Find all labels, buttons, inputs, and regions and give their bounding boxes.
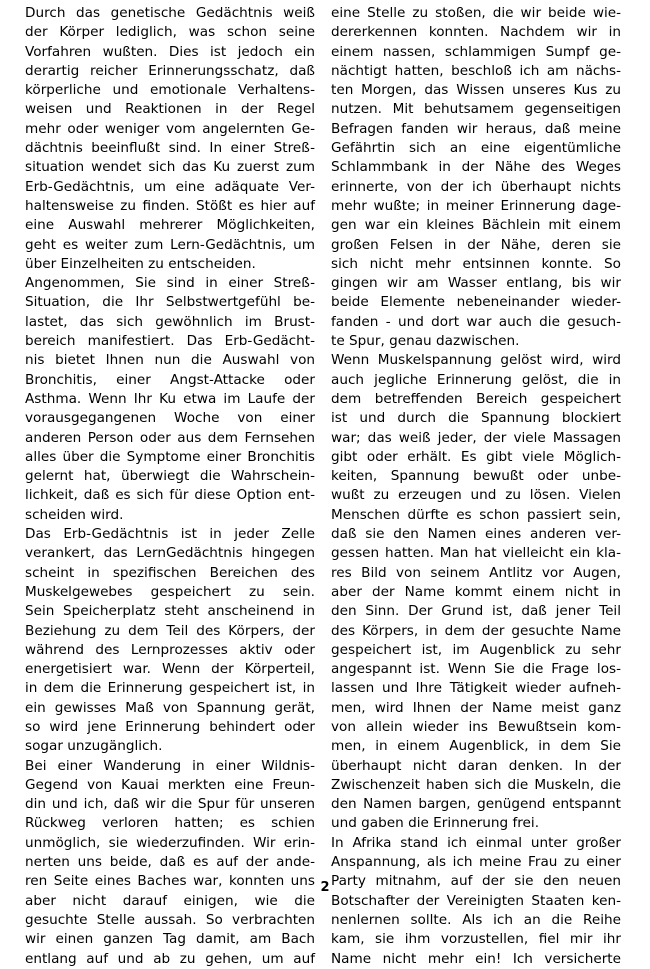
- text-line: Anspannung, als ich meine Frau zu einer: [331, 854, 621, 871]
- text-line: keiten, Spannung bewußt oder unbe-: [331, 468, 621, 485]
- text-line: in dem die Erinnerung gespeichert ist, in: [25, 680, 315, 697]
- text-line: nerten uns beide, daß es auf der ande-: [25, 854, 315, 871]
- text-line: der Körper lediglich, was schon seine: [25, 24, 315, 41]
- text-line: dem betreffenden Bereich gespeichert: [331, 390, 621, 407]
- text-line: Asthma. Wenn Ihr Ku etwa im Laufe der: [25, 390, 315, 407]
- text-line: situation wendet sich das Ku zuerst zum: [25, 159, 315, 176]
- text-line: so wird jene Erinnerung behindert oder: [25, 718, 315, 735]
- text-line: Situation, die Ihr Selbstwertgefühl be-: [25, 294, 315, 311]
- text-line: war; das weiß jeder, der viele Massagen: [331, 429, 621, 446]
- text-line: In Afrika stand ich einmal unter großer: [331, 834, 621, 851]
- right-column: [331, 4, 621, 969]
- paragraph: [331, 834, 621, 969]
- text-line: über Einzelheiten zu entscheiden.: [25, 255, 256, 272]
- text-line: te Spur, genau dazwischen.: [331, 333, 520, 350]
- text-line: von allein wieder ins Bewußtsein kom-: [331, 718, 621, 735]
- text-line: dächtnis beeinflußt sind. In einer Streß-: [25, 140, 315, 157]
- text-line: lichkeit, daß es sich für diese Option ent-: [25, 487, 315, 504]
- text-line: gespeichert ist, im Augenblick zu sehr: [331, 641, 621, 658]
- text-line: Name nicht mehr ein! Ich versicherte: [331, 950, 621, 967]
- text-line: körperliche und emotionale Verhaltens-: [25, 82, 315, 99]
- text-line: gesuchte Stelle aussah. So verbrachten: [25, 911, 315, 928]
- text-line: gessen hatten. Man hat vielleicht ein kla-: [331, 545, 621, 562]
- text-line: scheint in spezifischen Bereichen des: [25, 564, 315, 581]
- text-line: den Sinn. Der Grund ist, daß jener Teil: [331, 603, 621, 620]
- page-number: 2: [320, 880, 330, 895]
- text-line: mehr wußte; in meiner Erinnerung dage-: [331, 197, 621, 214]
- text-line: beide Elemente nebeneinander wieder-: [331, 294, 621, 311]
- text-line: lassen und Ihre Tätigkeit wieder aufneh-: [331, 680, 621, 697]
- text-line: vorausgegangenen Woche von einer: [25, 410, 315, 427]
- text-line: sich nicht mehr entsinnen konnte. So: [331, 255, 621, 272]
- text-line: und gaben die Erinnerung frei.: [331, 815, 540, 832]
- text-line: scheiden wird.: [25, 506, 124, 523]
- text-line: Angenommen, Sie sind in einer Streß-: [25, 275, 315, 292]
- text-line: Wenn Muskelspannung gelöst wird, wird: [331, 352, 621, 369]
- text-line: kam, sie ihm vorzustellen, fiel mir ihr: [331, 931, 621, 948]
- text-line: ein gewisses Maß von Spannung gerät,: [25, 699, 315, 716]
- text-line: gibt oder erhält. Es gibt viele Möglich-: [331, 448, 621, 465]
- text-line: Party mitnahm, auf der sie den neuen: [331, 873, 621, 890]
- text-line: Zwischenzeit haben sich die Muskeln, die: [331, 776, 621, 793]
- text-line: sogar unzugänglich.: [25, 738, 163, 755]
- text-line: fanden - und dort war auch die gesuch-: [331, 313, 621, 330]
- text-line: men, in einem Augenblick, in dem Sie: [331, 738, 621, 755]
- text-line: gelernt hat, überwiegt die Wahrschein-: [25, 468, 315, 485]
- text-line: eine Auswahl mehrerer Möglichkeiten,: [25, 217, 315, 234]
- text-line: Gefährtin sich an eine eigentümliche: [331, 140, 621, 157]
- paragraph: [331, 4, 621, 351]
- text-line: erinnerte, von der ich überhaupt nichts: [331, 178, 621, 195]
- text-line: auch jegliche Erinnerung gelöst, die in: [331, 371, 621, 388]
- text-line: Rückweg verloren hatten; es schien: [25, 815, 315, 832]
- text-line: lastet, das sich gewöhnlich im Brust-: [25, 313, 315, 330]
- text-line: men, wird Ihnen der Name meist ganz: [331, 699, 621, 716]
- text-line: nenlernen sollte. Als ich an die Reihe: [331, 911, 621, 928]
- text-line: eine Stelle zu stoßen, die wir beide wie-: [331, 5, 621, 21]
- text-line: ren Seite eines Baches war, konnten uns: [25, 873, 315, 890]
- text-line: des Körpers, in dem der gesuchte Name: [331, 622, 621, 639]
- text-line: anderen Person oder aus dem Fernsehen: [25, 429, 315, 446]
- text-line: Menschen dürfte es schon passiert sein,: [331, 506, 621, 523]
- text-line: Bei einer Wanderung in einer Wildnis-: [25, 757, 315, 774]
- text-line: Vorfahren wußten. Dies ist jedoch ein: [25, 43, 315, 60]
- paragraph: [331, 351, 621, 833]
- paragraph: [25, 757, 315, 969]
- text-line: großen Felsen in der Nähe, deren sie: [331, 236, 621, 253]
- text-line: Bronchitis, einer Angst-Attacke oder: [25, 371, 315, 388]
- text-line: nis bietet Ihnen nun die Auswahl von: [25, 352, 315, 369]
- paragraph: [25, 525, 315, 757]
- text-line: Sein Speicherplatz steht anscheinend in: [25, 603, 315, 620]
- text-line: Das Erb-Gedächtnis ist in jeder Zelle: [25, 526, 315, 543]
- text-line: Beziehung zu dem Teil des Körpers, der: [25, 622, 315, 639]
- text-line: ten Morgen, das Wissen unseres Kus zu: [331, 82, 621, 99]
- text-line: Befragen fanden wir heraus, daß meine: [331, 120, 621, 137]
- paragraph: [25, 274, 315, 525]
- text-line: wußt zu erzeugen und zu lösen. Vielen: [331, 487, 621, 504]
- text-line: unmöglich, sie wiederzufinden. Wir erin-: [25, 834, 315, 851]
- text-line: wir einen ganzen Tag damit, am Bach: [25, 931, 315, 948]
- text-line: aber der Name kommt einem nicht in: [331, 583, 621, 600]
- text-line: mehr oder weniger vom angelernten Ge-: [25, 120, 315, 137]
- text-line: ist und durch die Spannung blockiert: [331, 410, 621, 427]
- text-line: res Bild von seinem Antlitz vor Augen,: [331, 564, 621, 581]
- text-line: gen war ein kleines Bächlein mit einem: [331, 217, 621, 234]
- text-line: Erb-Gedächtnis, um eine adäquate Ver-: [25, 178, 315, 195]
- text-line: Muskelgewebes gespeichert zu sein.: [25, 583, 315, 600]
- text-line: din und ich, daß wir die Spur für unseren: [25, 796, 315, 813]
- text-line: nächtigt hatten, beschloß ich am nächs-: [331, 62, 621, 79]
- text-line: während des Lernprozesses aktiv oder: [25, 641, 315, 658]
- text-line: dererkennen konnten. Nachdem wir in: [331, 24, 621, 41]
- text-line: entlang auf und ab zu gehen, um auf: [25, 950, 315, 967]
- text-line: daß sie den Namen eines anderen ver-: [331, 526, 621, 543]
- text-line: energetisiert war. Wenn der Körperteil,: [25, 661, 315, 678]
- paragraph: [25, 4, 315, 274]
- text-line: verankert, das LernGedächtnis hingegen: [25, 545, 315, 562]
- text-line: überhaupt nicht daran denken. In der: [331, 757, 621, 774]
- text-line: bereich manifestiert. Das Erb-Gedächt-: [25, 333, 315, 350]
- text-line: nutzen. Mit behutsamem gegenseitigen: [331, 101, 621, 118]
- text-line: einem nassen, schlammigen Sumpf ge-: [331, 43, 621, 60]
- text-line: gingen wir am Wasser entlang, bis wir: [331, 275, 621, 292]
- text-line: Schlammbank in der Nähe des Weges: [331, 159, 621, 176]
- text-line: aber nicht darauf einigen, wie die: [25, 892, 315, 909]
- left-column: [25, 4, 315, 969]
- text-line: geht es weiter zum Lern-Gedächtnis, um: [25, 236, 315, 253]
- text-line: Durch das genetische Gedächtnis weiß: [25, 5, 315, 21]
- text-line: den Namen bargen, genügend entspannt: [331, 796, 621, 813]
- text-line: derartig reicher Erinnerungsschatz, daß: [25, 62, 315, 79]
- text-line: weisen und Reaktionen in der Regel: [25, 101, 315, 118]
- text-line: Botschafter der Vereinigten Staaten ken-: [331, 892, 621, 909]
- text-line: Gegend von Kauai merkten eine Freun-: [25, 776, 315, 793]
- text-line: alles über die Symptome einer Bronchitis: [25, 448, 315, 465]
- text-line: haltensweise zu finden. Stößt es hier auf: [25, 197, 315, 214]
- text-line: angespannt ist. Wenn Sie die Frage los-: [331, 661, 621, 678]
